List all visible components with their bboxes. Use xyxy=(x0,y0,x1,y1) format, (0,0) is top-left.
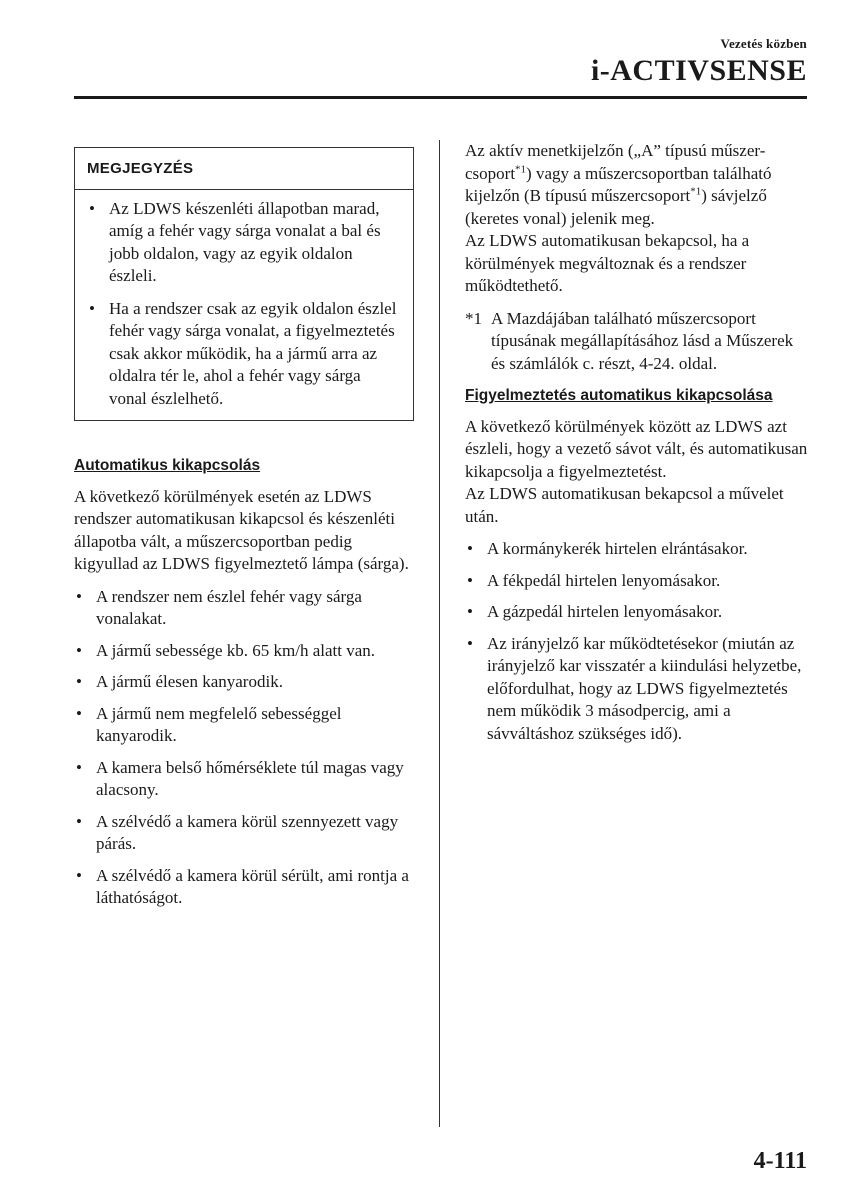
footnote-mark: *1 xyxy=(465,308,482,328)
list-item: • A szélvédő a kamera körül sérült, ami rontja a láthatóságot. xyxy=(74,865,414,910)
warning-off-heading: Figyelmeztetés automatikus kikapcsolása xyxy=(465,387,773,404)
footnote-ref: *1 xyxy=(690,185,702,198)
warning-off-list xyxy=(465,538,809,745)
display-text-c: ) sávjelző (keretes vonal) jelenik meg. xyxy=(465,186,767,228)
note-list xyxy=(75,190,413,421)
auto-off-heading: Automatikus kikapcsolás xyxy=(74,457,261,474)
warning-off-intro2: Az LDWS automatikusan bekapcsol a művelet után. xyxy=(465,484,784,526)
list-item: • A fékpedál hirtelen lenyomásakor. xyxy=(465,570,809,593)
auto-off-list xyxy=(74,586,414,910)
footnote-ref: *1 xyxy=(515,162,527,175)
list-item: • A kormánykerék hirtelen elrántásakor. xyxy=(465,538,809,561)
note-item: • Az LDWS készenléti állapotban marad, amíg a fehér vagy sárga vonalat a bal és jobb oldalon, vagy az egyik oldalon észleli. xyxy=(87,198,401,288)
list-item: • Az irányjelző kar működtetésekor (miután az irányjelző kar visszatér a kiindulási helyzetbe, előfordulhat, hogy az LDWS figyelmeztetés nem működik 3 másodpercig, ami a sávváltáshoz szükséges idő). xyxy=(465,633,809,746)
note-item: • Ha a rendszer csak az egyik oldalon észlel fehér vagy sárga vonalat, a figyelmeztetés csak akkor működik, ha a jármű arra az oldalra tér le, ahol a fehér vagy sárga vonal észlelhető. xyxy=(87,298,401,411)
list-item: • A jármű élesen kanyarodik. xyxy=(74,671,414,694)
display-text-a: Az aktív menetkijelzőn („A” típusú műszer-csoport xyxy=(465,141,766,183)
warning-off-intro: A következő körülmények között az LDWS azt észleli, hogy a vezető sávot vált, és automatikusan kikapcsolja a figyelmeztetést. xyxy=(465,416,808,481)
chapter-title: i-ACTIVSENSE xyxy=(590,54,807,87)
footnote xyxy=(465,308,809,376)
left-column xyxy=(74,140,414,919)
right-column xyxy=(465,140,809,754)
list-item: • A jármű sebessége kb. 65 km/h alatt van. xyxy=(74,640,414,663)
page-number: 4-111 xyxy=(753,1148,807,1174)
list-item: • A jármű nem megfelelő sebességgel kanyarodik. xyxy=(74,703,414,748)
header-rule xyxy=(74,96,807,99)
footnote-text: A Mazdájában található műszercsoport típusának megállapításához lásd a Műszerek és számlálók c. részt, 4-24. oldal. xyxy=(491,308,794,373)
list-item: • A gázpedál hirtelen lenyomásakor. xyxy=(465,601,809,624)
list-item: • A szélvédő a kamera körül szennyezett vagy párás. xyxy=(74,811,414,856)
note-box xyxy=(74,147,414,421)
auto-off-intro: A következő körülmények esetén az LDWS rendszer automatikusan kikapcsol és készenléti állapotba vált, a műszercsoportban pedig kigyullad az LDWS figyelmeztető lámpa (sárga). xyxy=(74,486,409,573)
list-item: • A kamera belső hőmérséklete túl magas vagy alacsony. xyxy=(74,757,414,802)
display-text-b: ) vagy a műszercsoportban található kijelzőn (B típusú műszercsoport xyxy=(465,163,772,205)
column-divider xyxy=(439,140,440,1127)
reactivation-paragraph: Az LDWS automatikusan bekapcsol, ha a körülmények megváltoznak és a rendszer működtethető. xyxy=(465,231,750,295)
note-title: MEGJEGYZÉS xyxy=(75,148,413,190)
section-label: Vezetés közben xyxy=(720,36,807,51)
display-paragraph xyxy=(465,140,809,230)
list-item: • A rendszer nem észlel fehér vagy sárga vonalakat. xyxy=(74,586,414,631)
